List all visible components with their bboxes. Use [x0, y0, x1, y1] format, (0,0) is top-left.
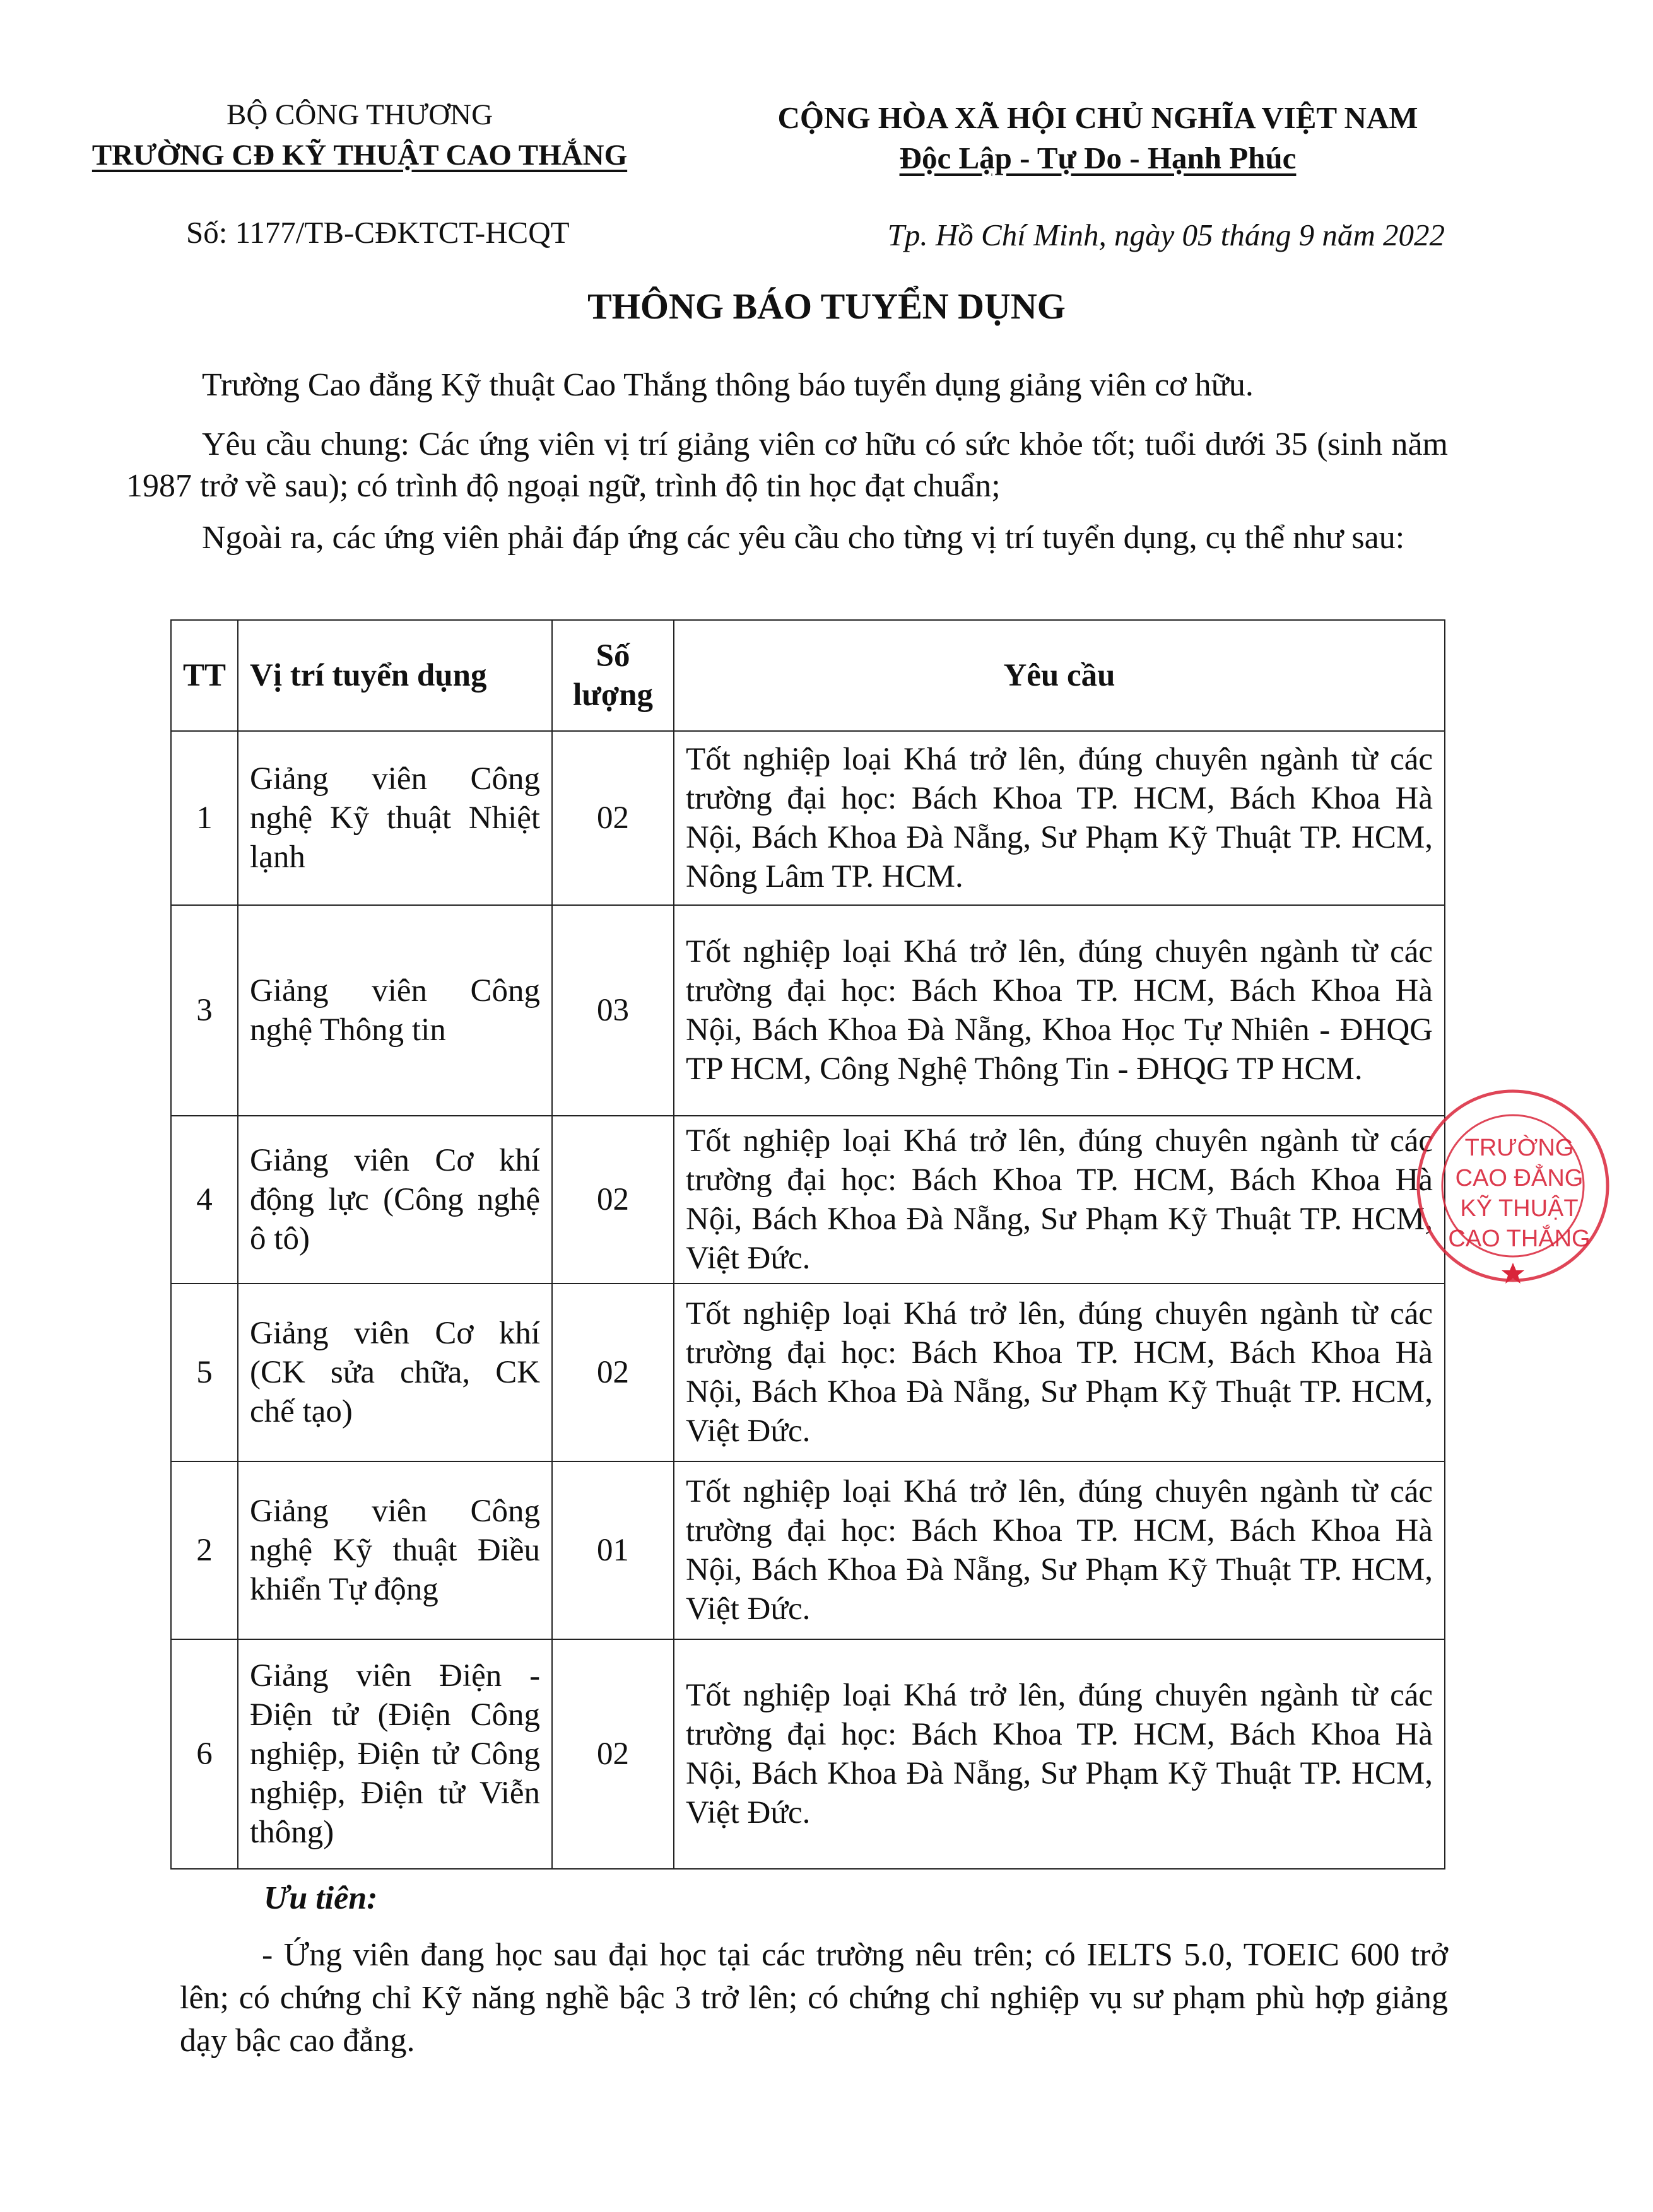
ministry-name: BỘ CÔNG THƯƠNG — [226, 98, 493, 131]
school-name: TRƯỜNG CĐ KỸ THUẬT CAO THẮNG — [91, 139, 628, 172]
row-quantity: 02 — [552, 1116, 674, 1284]
row-requirement: Tốt nghiệp loại Khá trở lên, đúng chuyên ngành từ các trường đại học: Bách Khoa TP. HCM, Bách Khoa Hà Nội, Bách Khoa Đà Nẵng, Sư Phạm Kỹ Thuật TP. HCM, Việt Đức. — [674, 1116, 1445, 1284]
row-quantity: 02 — [552, 1284, 674, 1461]
country-name: CỘNG HÒA XÃ HỘI CHỦ NGHĨA VIỆT NAM — [777, 100, 1418, 135]
row-quantity: 02 — [552, 1639, 674, 1869]
row-quantity: 01 — [552, 1461, 674, 1639]
general-requirements-paragraph: Yêu cầu chung: Các ứng viên vị trí giảng viên cơ hữu có sức khỏe tốt; tuổi dưới 35 (sinh năm 1987 trở về sau); có trình độ ngoại ngữ, trình độ tin học đạt chuẩn; — [126, 426, 1448, 504]
intro-paragraph: Trường Cao đẳng Kỹ thuật Cao Thắng thông báo tuyển dụng giảng viên cơ hữu. — [202, 367, 1254, 403]
national-heading — [694, 98, 1502, 178]
stamp-line-2: CAO ĐẲNG — [1455, 1165, 1584, 1191]
row-quantity: 02 — [552, 731, 674, 905]
row-requirement: Tốt nghiệp loại Khá trở lên, đúng chuyên ngành từ các trường đại học: Bách Khoa TP. HCM, Bách Khoa Hà Nội, Bách Khoa Đà Nẵng, Sư Phạm Kỹ Thuật TP. HCM, Việt Đức. — [674, 1461, 1445, 1639]
header-requirement: Yêu cầu — [674, 620, 1445, 731]
row-tt: 4 — [171, 1116, 238, 1284]
row-position: Giảng viên Công nghệ Thông tin — [238, 905, 552, 1116]
table-row — [171, 1116, 1445, 1284]
row-tt: 6 — [171, 1639, 238, 1869]
document-number: Số: 1177/TB-CĐKTCT-HCQT — [186, 215, 570, 250]
document-title: THÔNG BÁO TUYỂN DỤNG — [587, 286, 1066, 327]
national-motto: Độc Lập - Tự Do - Hạnh Phúc — [899, 141, 1297, 175]
recruitment-table — [170, 619, 1445, 1870]
school-stamp — [1406, 1079, 1620, 1293]
row-position: Giảng viên Công nghệ Kỹ thuật Nhiệt lạnh — [238, 731, 552, 905]
header-quantity: Số lượng — [552, 620, 674, 731]
table-row — [171, 1284, 1445, 1461]
row-position: Giảng viên Cơ khí (CK sửa chữa, CK chế tạo) — [238, 1284, 552, 1461]
row-requirement: Tốt nghiệp loại Khá trở lên, đúng chuyên ngành từ các trường đại học: Bách Khoa TP. HCM, Bách Khoa Hà Nội, Bách Khoa Đà Nẵng, Sư Phạm Kỹ Thuật TP. HCM, Nông Lâm TP. HCM. — [674, 731, 1445, 905]
row-tt: 3 — [171, 905, 238, 1116]
issuer-block — [76, 95, 644, 175]
table-row — [171, 1461, 1445, 1639]
priority-heading: Ưu tiên: — [264, 1880, 378, 1916]
stamp-line-4: CAO THẮNG — [1448, 1226, 1591, 1252]
row-position: Giảng viên Điện - Điện tử (Điện Công nghiệp, Điện tử Công nghiệp, Điện tử Viễn thông) — [238, 1639, 552, 1869]
row-position: Giảng viên Công nghệ Kỹ thuật Điều khiển Tự động — [238, 1461, 552, 1639]
row-requirement: Tốt nghiệp loại Khá trở lên, đúng chuyên ngành từ các trường đại học: Bách Khoa TP. HCM, Bách Khoa Hà Nội, Bách Khoa Đà Nẵng, Sư Phạm Kỹ Thuật TP. HCM, Việt Đức. — [674, 1284, 1445, 1461]
row-requirement: Tốt nghiệp loại Khá trở lên, đúng chuyên ngành từ các trường đại học: Bách Khoa TP. HCM, Bách Khoa Hà Nội, Bách Khoa Đà Nẵng, Khoa Học Tự Nhiên - ĐHQG TP HCM, Công Nghệ Thông Tin - ĐHQG TP HCM. — [674, 905, 1445, 1116]
priority-text: - Ứng viên đang học sau đại học tại các trường nêu trên; có IELTS 5.0, TOEIC 600 trở lên; có chứng chỉ Kỹ năng nghề bậc 3 trở lên; có chứng chỉ nghiệp vụ sư phạm phù hợp giảng dạy bậc cao đẳng. — [180, 1937, 1448, 2059]
stamp-line-3: KỸ THUẬT — [1460, 1195, 1579, 1222]
table-row — [171, 1639, 1445, 1869]
row-tt: 5 — [171, 1284, 238, 1461]
additional-requirements-paragraph: Ngoài ra, các ứng viên phải đáp ứng các yêu cầu cho từng vị trí tuyển dụng, cụ thể như sau: — [202, 520, 1405, 556]
table-header-row — [171, 620, 1445, 731]
row-quantity: 03 — [552, 905, 674, 1116]
header-tt: TT — [171, 620, 238, 731]
row-position: Giảng viên Cơ khí động lực (Công nghệ ô tô) — [238, 1116, 552, 1284]
date-line: Tp. Hồ Chí Minh, ngày 05 tháng 9 năm 2022 — [887, 218, 1445, 252]
stamp-line-1: TRƯỜNG — [1464, 1135, 1574, 1161]
row-tt: 1 — [171, 731, 238, 905]
row-requirement: Tốt nghiệp loại Khá trở lên, đúng chuyên ngành từ các trường đại học: Bách Khoa TP. HCM, Bách Khoa Hà Nội, Bách Khoa Đà Nẵng, Sư Phạm Kỹ Thuật TP. HCM, Việt Đức. — [674, 1639, 1445, 1869]
table-row — [171, 731, 1445, 905]
row-tt: 2 — [171, 1461, 238, 1639]
table-row — [171, 905, 1445, 1116]
header-position: Vị trí tuyển dụng — [238, 620, 552, 731]
